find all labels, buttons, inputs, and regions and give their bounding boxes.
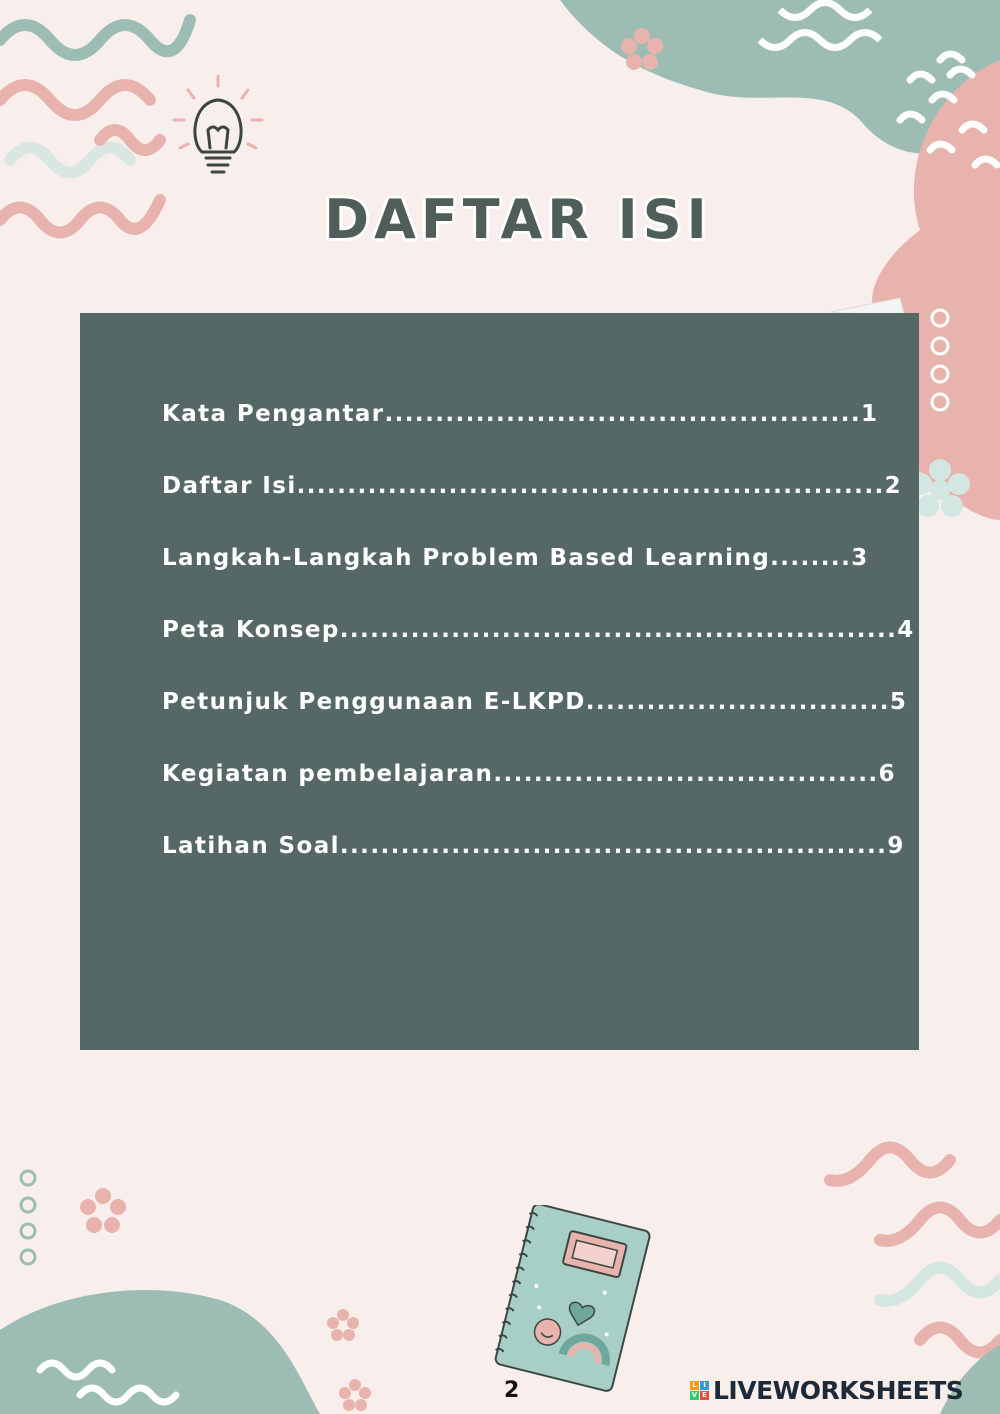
- liveworksheets-logo-icon: [690, 1381, 709, 1400]
- toc-item-label: Petunjuk Penggunaan E-LKPD: [162, 689, 586, 715]
- toc-item-label: Peta Konsep: [162, 617, 340, 643]
- toc-page-number: 2: [884, 473, 902, 499]
- toc-list: [162, 401, 915, 905]
- toc-leader-dots: ......................................: [493, 761, 879, 787]
- toc-page-number: 5: [889, 689, 908, 715]
- toc-leader-dots: .......................................................: [339, 617, 898, 643]
- page-title: DAFTAR ISI: [324, 188, 712, 251]
- toc-item-label: Kata Pengantar: [162, 401, 385, 427]
- toc-item[interactable]: [162, 617, 915, 689]
- toc-item[interactable]: [162, 401, 882, 473]
- logo-letter: L: [690, 1381, 699, 1390]
- toc-item[interactable]: [162, 761, 896, 833]
- logo-letter: E: [700, 1391, 709, 1400]
- toc-leader-dots: ...............................................: [384, 401, 861, 427]
- toc-page-number: 3: [851, 545, 869, 571]
- toc-item-label: Daftar Isi: [162, 473, 297, 499]
- lightbulb-icon: [168, 72, 268, 184]
- liveworksheets-brand-name: LIVEWORKSHEETS: [713, 1376, 964, 1405]
- teal-blob-bottom-left: [0, 1290, 320, 1414]
- toc-leader-dots: ..........................................................: [296, 473, 885, 499]
- notebook-icon: [484, 1205, 660, 1395]
- toc-page-number: 4: [897, 617, 915, 643]
- toc-item[interactable]: [162, 545, 882, 617]
- toc-page-number: 1: [860, 401, 879, 427]
- toc-item-label: Langkah-Langkah Problem Based Learning: [162, 545, 771, 571]
- toc-item-label: Latihan Soal: [162, 833, 340, 859]
- table-of-contents-panel: [80, 313, 919, 1050]
- toc-leader-dots: ......................................................: [339, 833, 888, 859]
- logo-letter: V: [691, 1391, 698, 1399]
- toc-page-number: 9: [887, 833, 905, 859]
- page-number: 2: [504, 1378, 520, 1403]
- toc-leader-dots: ........: [770, 545, 852, 571]
- liveworksheets-logo[interactable]: [690, 1376, 963, 1405]
- toc-item[interactable]: [162, 473, 902, 545]
- toc-item-label: Kegiatan pembelajaran: [162, 761, 494, 787]
- toc-item[interactable]: [162, 833, 905, 905]
- logo-letter: I: [700, 1381, 709, 1390]
- toc-leader-dots: ..............................: [585, 689, 890, 715]
- toc-item[interactable]: [162, 689, 908, 761]
- toc-page-number: 6: [878, 761, 896, 787]
